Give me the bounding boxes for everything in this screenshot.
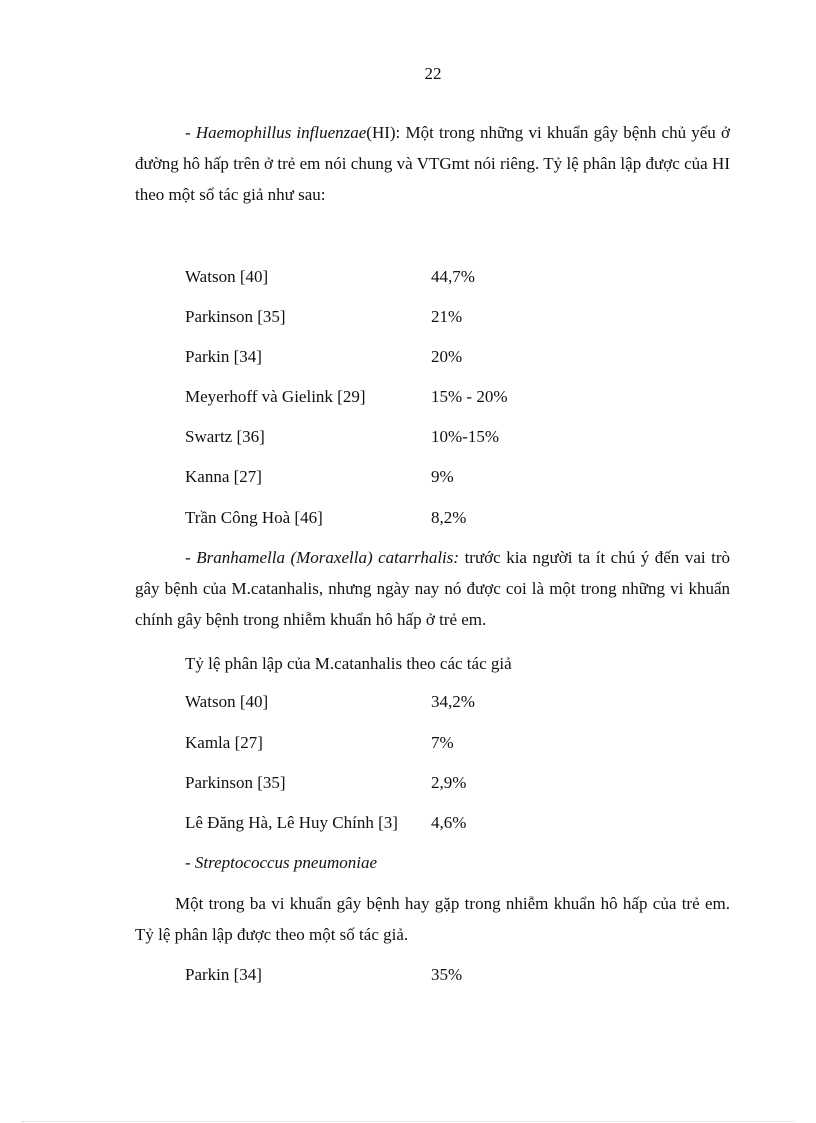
rate: 20% (431, 347, 463, 366)
hi-dash: - (185, 123, 196, 142)
hi-rate-row (185, 387, 605, 411)
sp-rate-row (185, 965, 605, 989)
rate: 44,7% (431, 267, 475, 286)
bm-text: trước kia người ta ít chú ý đến vai trò gây bệnh của M.catanhalis, nhưng ngày nay nó được coi là một trong những vi khuẩn chính gây bệnh trong nhiễm khuẩn hô hấp ở trẻ em. (135, 548, 730, 629)
bm-rate-row (185, 692, 605, 716)
author: Trần Công Hoà [46] (185, 508, 323, 527)
bm-rate-row (185, 773, 605, 797)
sp-organism: Streptococcus pneumoniae (194, 853, 377, 872)
rate: 4,6% (431, 813, 467, 832)
author: Parkinson [35] (185, 307, 286, 326)
hi-rate-row (185, 307, 605, 331)
author: Parkin [34] (185, 347, 262, 366)
author: Kanna [27] (185, 467, 262, 486)
rate: 7% (431, 733, 454, 752)
rate: 34,2% (431, 692, 475, 711)
sp-dash: - (185, 853, 195, 872)
bm-rate-row (185, 813, 605, 837)
page-bottom-rule (22, 1121, 794, 1122)
bm-organism: Branhamella (Moraxella) catarrhalis: (196, 548, 460, 567)
rate: 21% (431, 307, 463, 326)
rate: 10%-15% (431, 427, 499, 446)
rate: 2,9% (431, 773, 467, 792)
hi-paragraph (135, 117, 730, 210)
author: Parkin [34] (185, 965, 262, 984)
author: Parkinson [35] (185, 773, 286, 792)
hi-text: (HI): Một trong những vi khuẩn gây bệnh chủ yếu ở đường hô hấp trên ở trẻ em nói chung và VTGmt nói riêng. Tỷ lệ phân lập được của HI theo một số tác giả như sau: (135, 123, 730, 204)
hi-rate-row (185, 427, 605, 451)
author: Watson [40] (185, 692, 269, 711)
rate: 15% - 20% (431, 387, 508, 406)
hi-organism: Haemophillus influenzae (195, 123, 367, 142)
sp-paragraph: Một trong ba vi khuẩn gây bệnh hay gặp trong nhiễm khuẩn hô hấp của trẻ em. Tỷ lệ phân lập được theo một số tác giả. (135, 894, 730, 944)
author: Meyerhoff và Gielink [29] (185, 387, 366, 406)
bm-intro: Tỷ lệ phân lập của M.catanhalis theo các tác giả (185, 654, 512, 673)
hi-rate-row (185, 467, 605, 491)
bm-rate-row (185, 733, 605, 757)
hi-rate-row (185, 347, 605, 371)
author: Watson [40] (185, 267, 269, 286)
rate: 35% (431, 965, 463, 984)
author: Lê Đăng Hà, Lê Huy Chính [3] (185, 813, 398, 832)
hi-rate-row (185, 508, 605, 532)
bm-dash: - (185, 548, 197, 567)
page-number: 22 (424, 64, 442, 83)
author: Kamla [27] (185, 733, 263, 752)
hi-rate-row (185, 267, 605, 291)
bm-paragraph (135, 542, 730, 635)
rate: 8,2% (431, 508, 467, 527)
rate: 9% (431, 467, 454, 486)
author: Swartz [36] (185, 427, 265, 446)
sp-heading (185, 853, 377, 873)
